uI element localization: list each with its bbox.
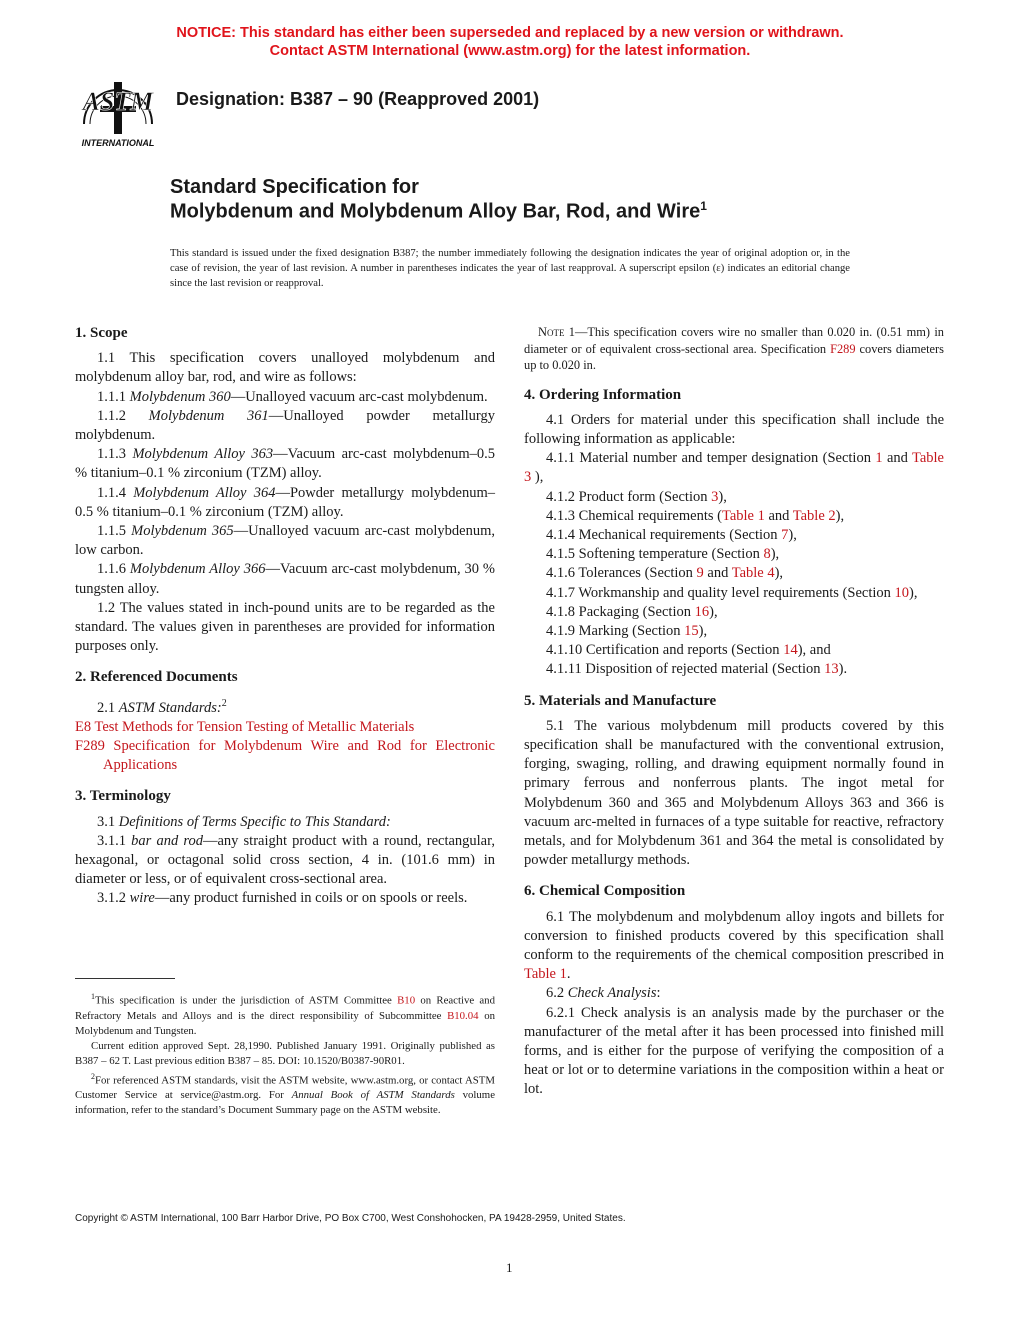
- para-4-1-1: 4.1.1 Material number and temper designation (Section 1 and Table 3 ),: [524, 450, 944, 486]
- footnote-divider: [75, 978, 175, 979]
- section-link-13[interactable]: 13: [824, 661, 839, 678]
- table-link-2[interactable]: Table 2: [792, 507, 836, 524]
- para-1-1-4: 1.1.4 Molybdenum Alloy 364—Powder metallurgy molybdenum–0.5 % titanium–0.1 % zirconium (TZM) alloy.: [75, 484, 496, 520]
- para-4-1-11: 4.1.11 Disposition of rejected material (Section 13).: [546, 661, 848, 678]
- para-3-1: 3.1 Definitions of Terms Specific to This Standard:: [97, 813, 391, 830]
- committee-link-b10[interactable]: B10: [397, 994, 416, 1007]
- para-4-1-6: 4.1.6 Tolerances (Section 9 and Table 4),: [546, 565, 784, 582]
- right-column: [524, 324, 944, 1100]
- notice-line-2: Contact ASTM International (www.astm.org) for the latest information.: [269, 43, 751, 59]
- table-link-4[interactable]: Table 4: [731, 565, 775, 582]
- footnote-1-edition: Current edition approved Sept. 28,1990. Published January 1991. Originally published as B387 – 62 T. Last previous edition B387 – 85. DOI: 10.1520/B0387-90R01.: [75, 1039, 495, 1067]
- title-line-2: [170, 199, 707, 224]
- table-link-3[interactable]: Table 3: [524, 450, 944, 486]
- footnotes: [75, 989, 495, 1118]
- notice-line-1: NOTICE: This standard has either been superseded and replaced by a new version or withdrawn.: [176, 25, 844, 41]
- para-4-1-10: 4.1.10 Certification and reports (Section 14), and: [546, 642, 831, 659]
- section-heading-materials-and-manufacture: 5. Materials and Manufacture: [524, 692, 717, 709]
- para-6-2: 6.2 Check Analysis:: [546, 985, 661, 1002]
- para-4-1-7: 4.1.7 Workmanship and quality level requirements (Section 10),: [546, 584, 918, 601]
- para-5-1: 5.1 The various molybdenum mill products covered by this specification shall be manufactured with the conventional extrusion, forging, swaging, rolling, and drawing equipment normally found in primary ferrous and nonferrous plants. The ingot metal for Molybdenum 360 and 365 and Molybdenum Alloys 363 and 366 is vacuum arc-melted in furnaces of a type suitable for reactive, refractory metals, and for Molybdenum 361 and 364 the metal is consolidated by powder metallurgy methods.: [524, 717, 944, 869]
- section-link-10[interactable]: 10: [894, 584, 910, 601]
- astm-logo-mark: [74, 76, 162, 152]
- para-1-1-6: 1.1.6 Molybdenum Alloy 366—Vacuum arc-cast molybdenum, 30 % tungsten alloy.: [75, 561, 496, 597]
- para-3-1-2: 3.1.2 wire—any product furnished in coils or on spools or reels.: [97, 890, 468, 907]
- page-number: 1: [506, 1260, 513, 1275]
- logo-subtext: INTERNATIONAL: [81, 138, 155, 148]
- withdrawal-notice: [0, 24, 1020, 60]
- ref-link-e8[interactable]: E8 Test Methods for Tension Testing of Metallic Materials: [75, 718, 415, 735]
- section-heading-scope: 1. Scope: [75, 325, 128, 341]
- section-link-9[interactable]: 9: [696, 565, 704, 582]
- para-4-1-9: 4.1.9 Marking (Section 15),: [546, 622, 708, 639]
- subcommittee-link-b10-04[interactable]: B10.04: [447, 1009, 479, 1022]
- section-link-14[interactable]: 14: [783, 642, 798, 659]
- section-link-15[interactable]: 15: [684, 622, 699, 639]
- spec-link-f289[interactable]: F289: [830, 341, 856, 356]
- section-heading-chemical-composition: 6. Chemical Composition: [524, 883, 686, 900]
- astm-logo: [74, 76, 162, 152]
- para-1-1-3: 1.1.3 Molybdenum Alloy 363—Vacuum arc-cast molybdenum–0.5 % titanium–0.1 % zirconium (TZM) alloy.: [75, 446, 496, 482]
- designation: Designation: B387 – 90 (Reapproved 2001): [176, 89, 540, 109]
- left-column: [75, 324, 495, 909]
- section-link-3[interactable]: 3: [711, 488, 719, 505]
- para-6-1: 6.1 The molybdenum and molybdenum alloy ingots and billets for conversion to finished products covered by this specification shall conform to the requirements of the chemical composition prescribed in Table 1.: [524, 908, 944, 983]
- ref-link-f289[interactable]: F289 Specification for Molybdenum Wire and Rod for Electronic Applications: [75, 737, 495, 774]
- table-link-1-composition[interactable]: Table 1: [524, 966, 567, 983]
- para-1-2: 1.2 The values stated in inch-pound units are to be regarded as the standard. The values given in parentheses are provided for information purposes only.: [75, 599, 495, 655]
- para-3-1-1: 3.1.1 bar and rod—any straight product with a round, rectangular, hexagonal, or octagonal solid cross section, 4 in. (101.6 mm) in diameter or less, or of equivalent cross-sectional area.: [75, 832, 495, 888]
- section-heading-referenced-documents: 2. Referenced Documents: [75, 669, 238, 686]
- para-1-1-5: 1.1.5 Molybdenum 365—Unalloyed vacuum arc-cast molybdenum, low carbon.: [75, 523, 495, 559]
- para-4-1: 4.1 Orders for material under this specification shall include the following information as applicable:: [524, 411, 944, 447]
- copyright-footer: Copyright © ASTM International, 100 Barr Harbor Drive, PO Box C700, West Conshohocken, PA 19428-2959, United States.: [75, 1213, 626, 1224]
- title-line-1: Standard Specification for: [170, 176, 419, 198]
- section-heading-ordering-information: 4. Ordering Information: [524, 386, 682, 403]
- intro-paragraph: This standard is issued under the fixed designation B387; the number immediately following the designation indicates the year of original adoption or, in the case of revision, the year of last revision. A number in parentheses indicates the year of last reapproval. A superscript epsilon (ε) indicates an editorial change since the last revision or reapproval.: [170, 248, 850, 289]
- para-4-1-8: 4.1.8 Packaging (Section 16),: [546, 603, 718, 620]
- section-link-1[interactable]: 1: [875, 450, 883, 467]
- title-text: Molybdenum and Molybdenum Alloy Bar, Rod, and Wire: [170, 200, 701, 223]
- section-link-16[interactable]: 16: [694, 603, 710, 620]
- para-1-1: 1.1 This specification covers unalloyed molybdenum and molybdenum alloy bar, rod, and wire as follows:: [75, 350, 495, 386]
- para-4-1-2: 4.1.2 Product form (Section 3),: [546, 488, 727, 505]
- section-link-7[interactable]: 7: [781, 526, 789, 543]
- para-4-1-3: 4.1.3 Chemical requirements (Table 1 and Table 2),: [546, 507, 845, 524]
- note-1: Note 1—This specification covers wire no smaller than 0.020 in. (0.51 mm) in diameter or of equivalent cross-sectional area. Specification F289 covers diameters up to 0.020 in.: [524, 325, 944, 372]
- para-6-2-1: 6.2.1 Check analysis is an analysis made by the purchaser or the manufacturer of the metal after it has been processed into finished mill forms, and is either for the purpose of verifying the composition of a heat or lot or to determine variations in the composition within a heat or lot.: [524, 1004, 944, 1098]
- section-heading-terminology: 3. Terminology: [75, 788, 171, 805]
- section-link-8[interactable]: 8: [763, 546, 771, 563]
- para-1-1-1: 1.1.1 Molybdenum 360—Unalloyed vacuum arc-cast molybdenum.: [97, 388, 488, 405]
- para-4-1-4: 4.1.4 Mechanical requirements (Section 7),: [546, 526, 797, 543]
- footnote-1: $^1$This specification is under the jurisdiction of ASTM Committee B10 on Reactive and Refractory Metals and Alloys and is the direct responsibility of Subcommittee B10.04 on Molybdenum and Tungsten.: [75, 992, 495, 1037]
- logo-text: ASTM: [82, 87, 154, 116]
- para-2-1: 2.1 ASTM Standards:$^2$: [97, 697, 227, 716]
- title-footnote-ref: 1: [700, 199, 707, 213]
- para-1-1-2: 1.1.2 Molybdenum 361—Unalloyed powder metallurgy molybdenum.: [75, 407, 496, 444]
- footnote-2: $^2$For referenced ASTM standards, visit the ASTM website, www.astm.org, or contact ASTM Customer Service at service@astm.org. For Annual Book of ASTM Standards volume information, refer to the standard’s Document Summary page on the ASTM website.: [75, 1071, 495, 1117]
- table-link-1[interactable]: Table 1: [721, 507, 765, 524]
- para-4-1-5: 4.1.5 Softening temperature (Section 8),: [546, 546, 780, 563]
